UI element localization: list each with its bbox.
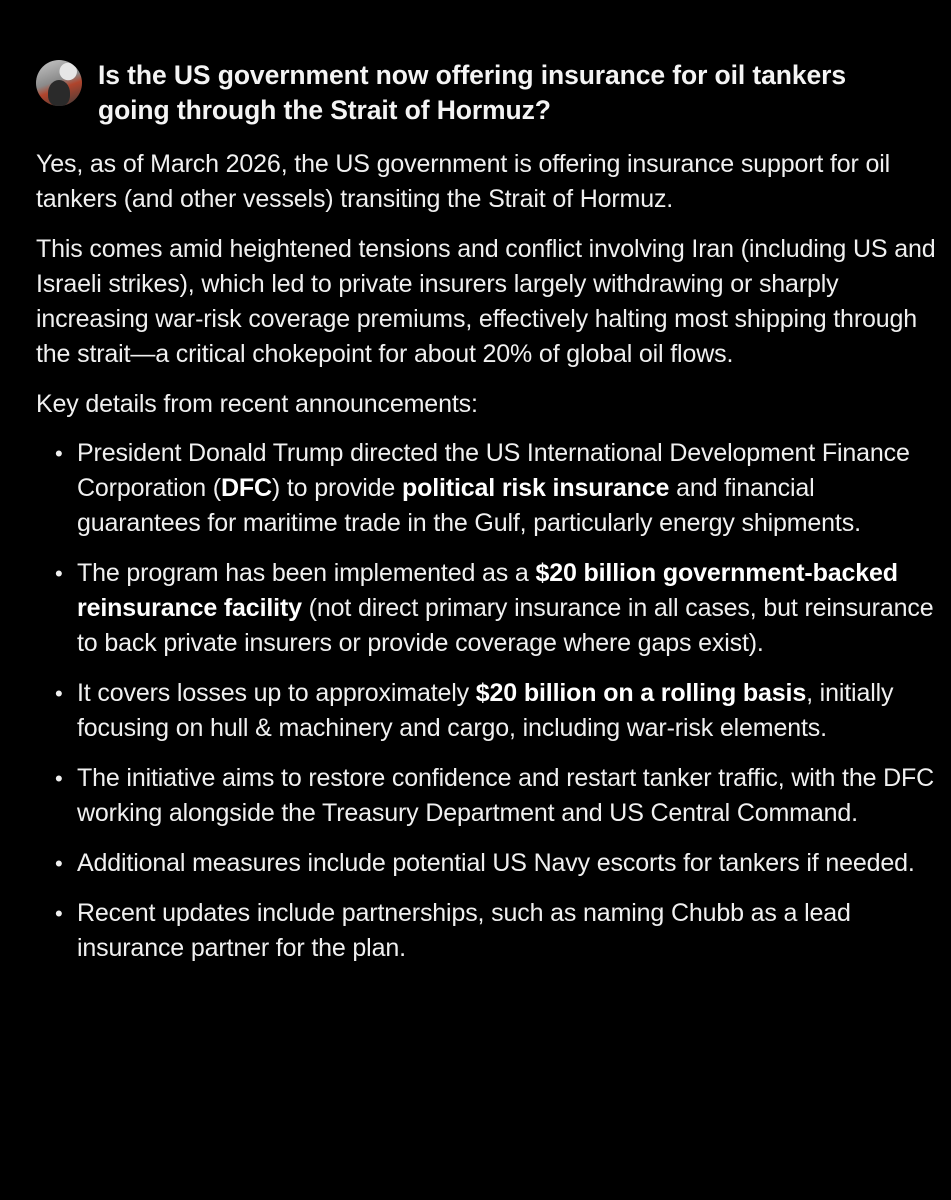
list-item-text: The initiative aims to restore confidence and restart tanker traffic, with the DFC working alongside the Treasury Department and US Central Command.	[77, 764, 935, 827]
list-item-bold-text: political risk insurance	[401, 474, 670, 502]
list-item-text: The program has been implemented as a	[77, 559, 536, 587]
list-item	[36, 556, 936, 661]
list-item	[36, 761, 936, 831]
list-item-text: Additional measures include potential US Navy escorts for tankers if needed.	[77, 849, 915, 877]
list-item-text: and financial guarantees for maritime trade in the Gulf, particularly energy shipments.	[77, 474, 861, 537]
list-item-text: President Donald Trump directed the US International Development Finance Corporation (	[77, 439, 910, 502]
list-item	[36, 896, 936, 966]
list-item-bold-text: DFC	[220, 474, 272, 502]
list-item-text: , initially focusing on hull & machinery and cargo, including war-risk elements.	[77, 679, 894, 742]
user-avatar[interactable]	[36, 60, 82, 106]
list-item	[36, 676, 936, 746]
key-details-intro: Key details from recent announcements:	[36, 390, 478, 418]
bullet-icon: •	[55, 851, 63, 876]
bullet-icon: •	[55, 901, 63, 926]
key-details-list	[36, 436, 936, 966]
list-item-text: ) to provide	[271, 474, 402, 502]
list-item	[36, 846, 936, 881]
user-question: Is the US government now offering insurance for oil tankers going through the Strait of Hormuz?	[98, 60, 847, 125]
assistant-response	[36, 147, 936, 981]
list-item	[36, 436, 936, 541]
bullet-icon: •	[55, 441, 63, 466]
bullet-icon: •	[55, 681, 63, 706]
response-paragraph: This comes amid heightened tensions and conflict involving Iran (including US and Israeli strikes), which led to private insurers largely withdrawing or sharply increasing war-risk coverage premiums, effectively halting most shipping through the strait—a critical chokepoint for about 20% of global oil flows.	[36, 235, 936, 368]
response-paragraph: Yes, as of March 2026, the US government is offering insurance support for oil tankers (and other vessels) transiting the Strait of Hormuz.	[36, 150, 891, 213]
list-item-bold-text: $20 billion on a rolling basis	[475, 679, 807, 707]
list-item-bold-text: $20 billion government-backed reinsurance facility	[77, 559, 898, 622]
list-item-text: Recent updates include partnerships, such as naming Chubb as a lead insurance partner for the plan.	[77, 899, 851, 962]
bullet-icon: •	[55, 766, 63, 791]
list-item-text: It covers losses up to approximately	[77, 679, 476, 707]
user-message	[36, 58, 916, 128]
list-item-text: (not direct primary insurance in all cases, but reinsurance to back private insurers or provide coverage where gaps exist).	[77, 594, 934, 657]
bullet-icon: •	[55, 561, 63, 586]
